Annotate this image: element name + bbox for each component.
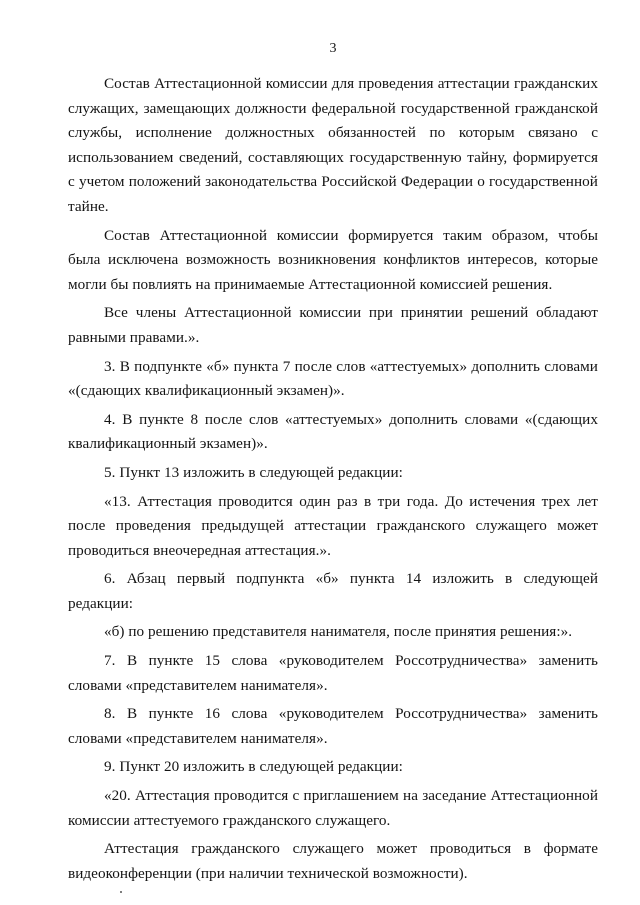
- scan-speck: [120, 891, 122, 893]
- paragraph-item-8: 8. В пункте 16 слова «руководителем Россотрудничества» заменить словами «представителем нанимателя».: [68, 705, 598, 747]
- paragraph-item-9: 9. Пункт 20 изложить в следующей редакции:: [104, 758, 403, 776]
- paragraph-equal-rights: Все члены Аттестационной комиссии при принятии решений обладают равными правами.».: [68, 304, 598, 346]
- paragraph-videoconference: Аттестация гражданского служащего может проводиться в формате видеоконференции (при наличии технической возможности).: [68, 840, 598, 882]
- page-number: 3: [329, 41, 337, 56]
- paragraph-item-3: 3. В подпункте «б» пункта 7 после слов «аттестуемых» дополнить словами «(сдающих квалификационный экзамен)».: [68, 357, 598, 400]
- paragraph-clause-20: «20. Аттестация проводится с приглашением на заседание Аттестационной комиссии аттестуемого гражданского служащего.: [68, 787, 598, 829]
- paragraph-clause-13: «13. Аттестация проводится один раз в три года. До истечения трех лет после проведения предыдущей аттестации гражданского служащего может проводиться внеочередная аттестация.».: [68, 492, 598, 559]
- paragraph-item-4: 4. В пункте 8 после слов «аттестуемых» дополнить словами «(сдающих квалификационный экзамен)».: [68, 410, 598, 453]
- paragraph-item-6: 6. Абзац первый подпункта «б» пункта 14 изложить в следующей редакции:: [68, 570, 598, 612]
- paragraph-conflict-of-interest: Состав Аттестационной комиссии формируется таким образом, чтобы была исключена возможность возникновения конфликтов интересов, которые могли бы повлиять на принимаемые Аттестационной комиссией решения.: [68, 226, 598, 293]
- paragraph-item-5: 5. Пункт 13 изложить в следующей редакции:: [104, 463, 403, 481]
- paragraph-commission-composition: Состав Аттестационной комиссии для проведения аттестации гражданских служащих, замещающих должности федеральной государственной гражданской службы, исполнение должностных обязанностей по которым связано с использованием сведений, составляющих государственную тайну, формируется с учетом положений законодательства Российской Федерации о государственной тайне.: [68, 75, 598, 215]
- paragraph-item-7: 7. В пункте 15 слова «руководителем Россотрудничества» заменить словами «представителем нанимателя».: [68, 652, 598, 694]
- paragraph-clause-14b: «б) по решению представителя нанимателя, после принятия решения:».: [104, 623, 573, 641]
